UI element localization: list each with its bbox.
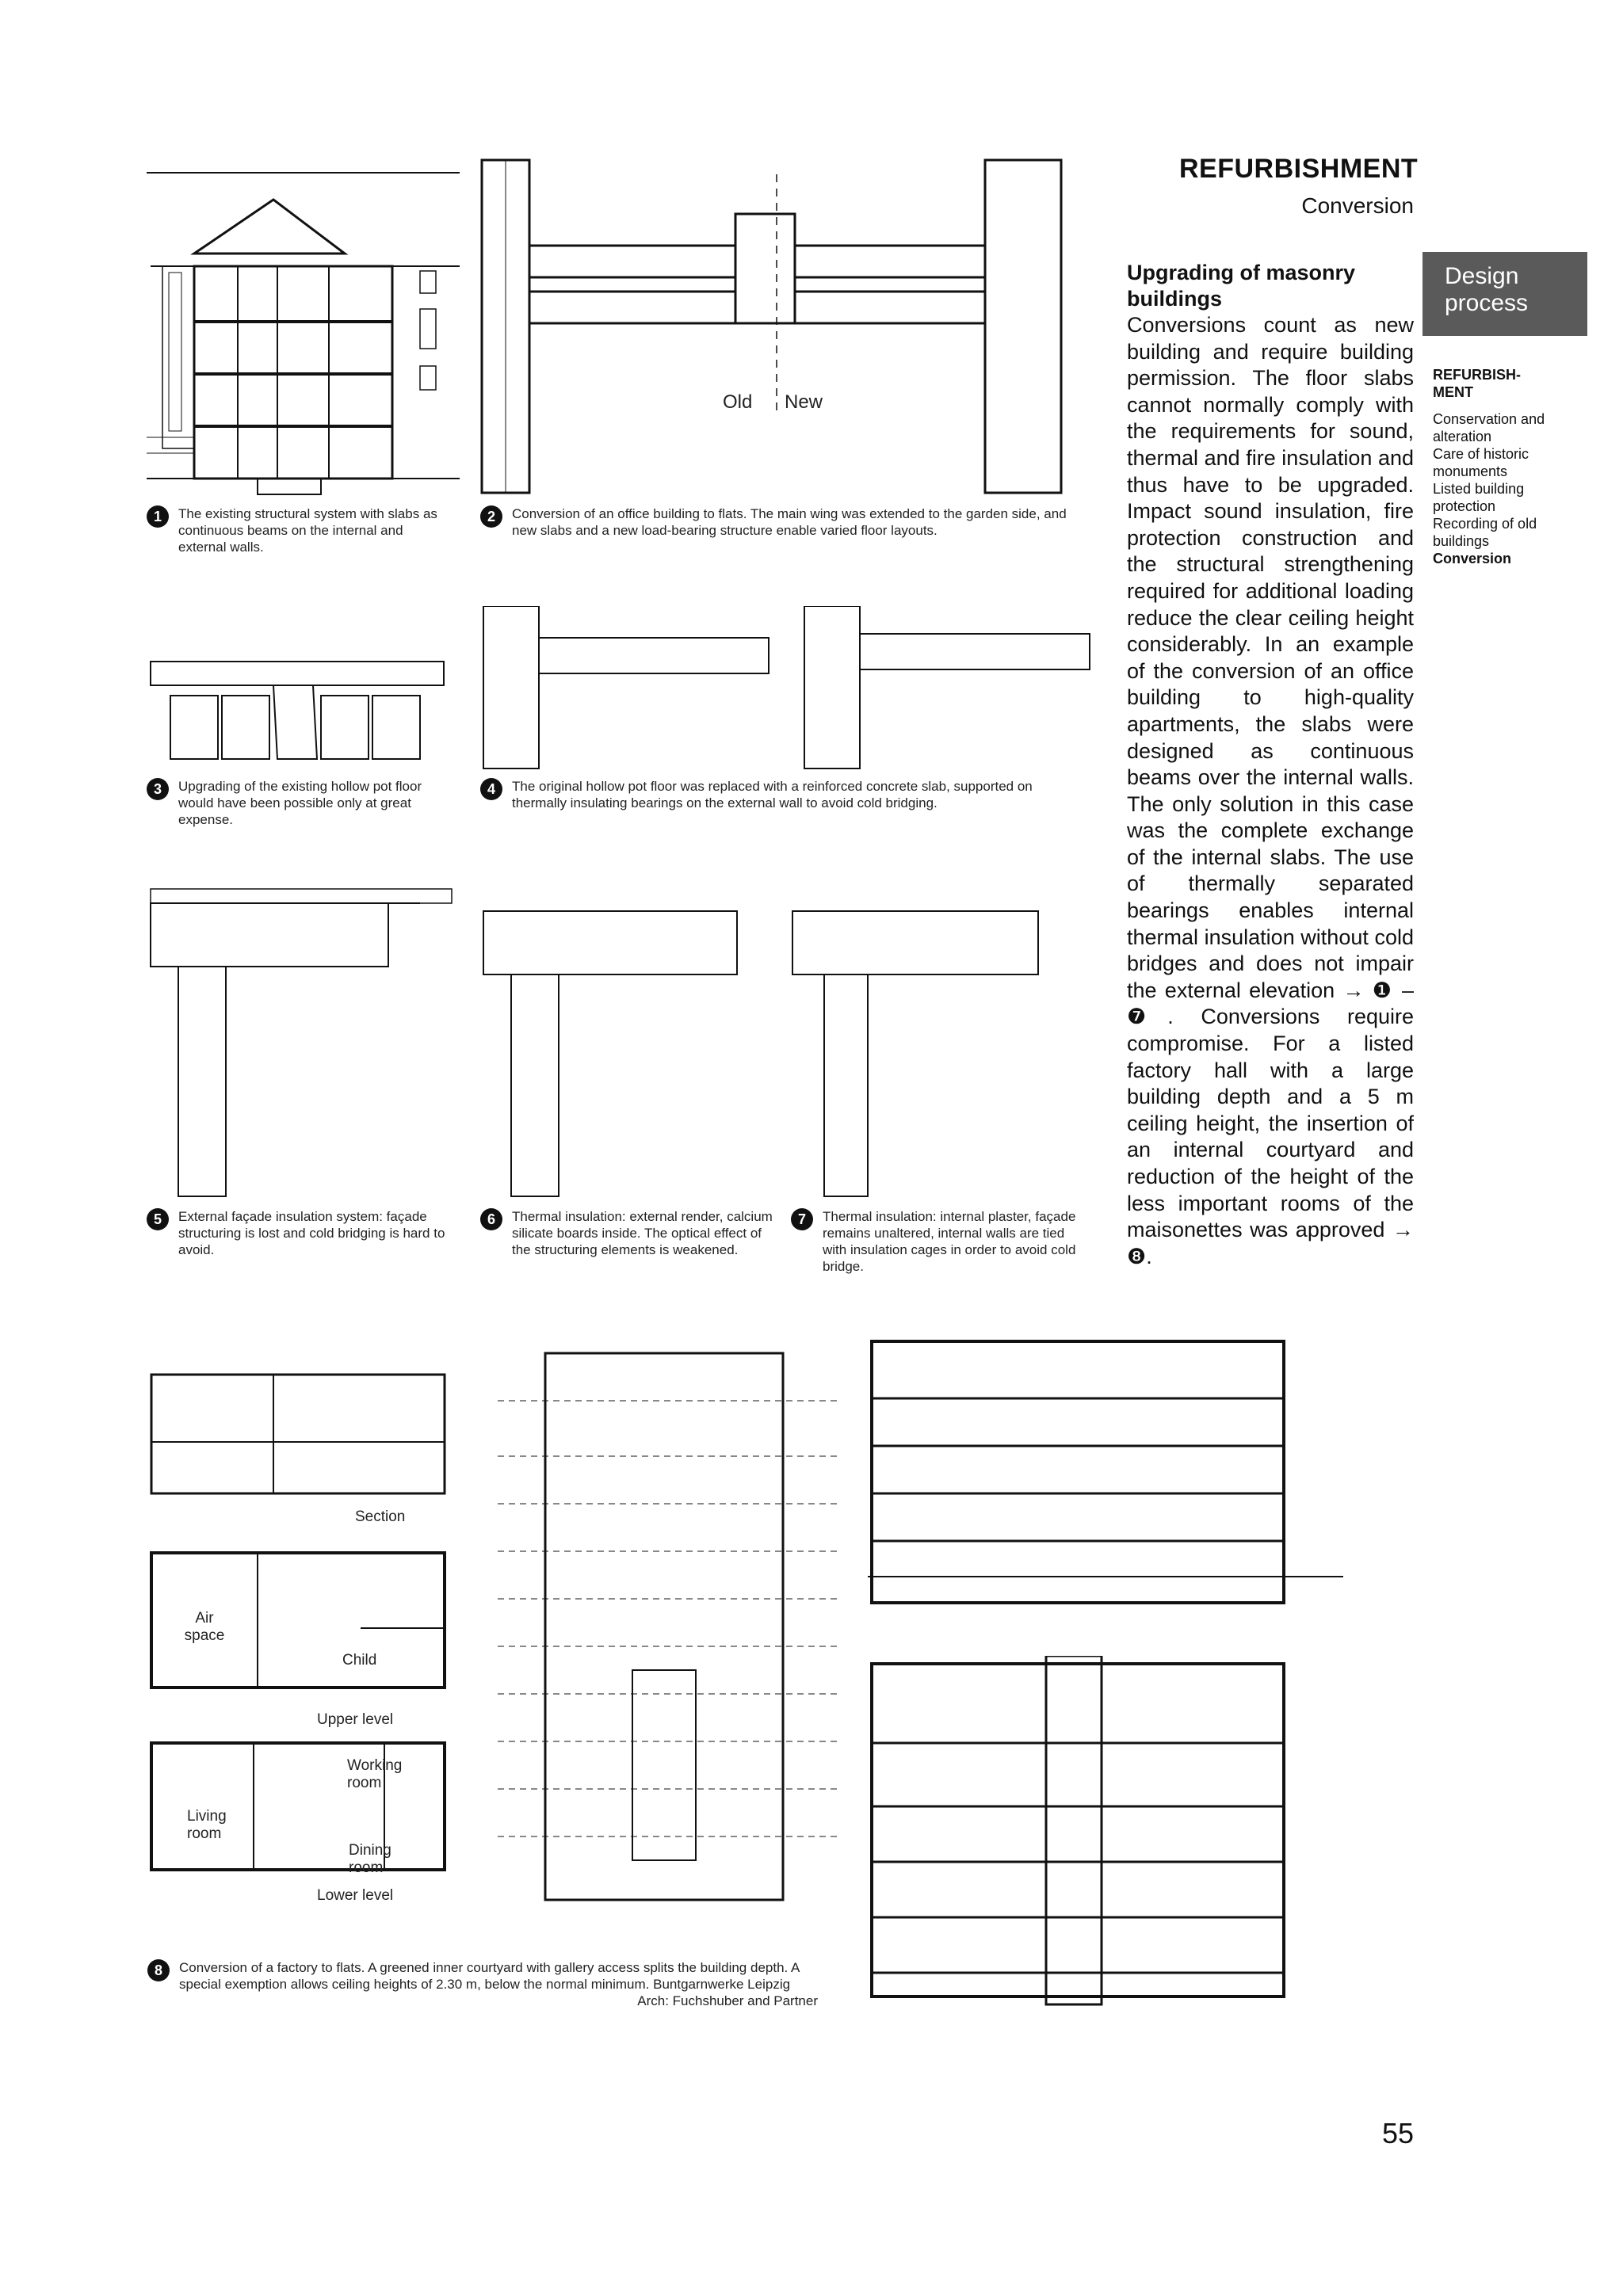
nav-item-active[interactable]: Conversion (1433, 551, 1512, 566)
figure-8-credit: Arch: Fuchshuber and Partner (637, 1993, 818, 2008)
figure-8-factory-section-upper (868, 1335, 1351, 1636)
figure-8-number: 8 (147, 1959, 170, 1981)
label-section: Section (355, 1508, 406, 1525)
label-child: Child (342, 1652, 377, 1669)
figure-8-factory-section-lower (868, 1656, 1351, 2028)
figure-8-courtyard-plan (498, 1337, 838, 1908)
tab-label-line1: Design (1445, 263, 1519, 289)
tab-label-line2: process (1445, 290, 1529, 316)
body-paragraph: Conversions count as new building and require building permission. The floor slabs cannot normally comply with the requirements for sound, thermal and fire insulation and thus have to be upgraded. Impact sound insulation, fire protection construction and the structural strengthening required for additional loading reduce the clear ceiling height considerably. In an example of the conversion of an office building to high-quality apartments, the slabs were designed as continuous beams over the internal walls. The only solution in this case was the complete exchange of the internal slabs. The use of thermally separated bearings enables internal thermal insulation without cold bridges and does not impair the external elevation → ❶ – ❼. Conversions require compromise. For a listed factory hall with a large building depth and a 5 m ceiling height, the insertion of an internal courtyard and reduction of the height of the less important rooms of the maisonettes was approved → ❽. (1127, 313, 1414, 1268)
label-upper-level: Upper level (317, 1711, 394, 1728)
figure-7-drawing (789, 887, 1106, 1204)
body-heading-1: Upgrading of masonry (1127, 261, 1356, 284)
body-heading-2: buildings (1127, 287, 1222, 311)
label-living-room: Living room (187, 1808, 227, 1842)
side-navigation (1433, 366, 1599, 567)
figure-5-drawing (147, 887, 464, 1204)
figure-4-number: 4 (480, 778, 502, 800)
figure-5-caption: External façade insulation system: façade structuring is lost and cold bridging is hard to avoid. (178, 1209, 445, 1257)
figure-6-caption: Thermal insulation: external render, calcium silicate boards inside. The optical effect of the structuring elements is weakened. (512, 1209, 773, 1257)
nav-item[interactable]: Recording of old (1433, 516, 1537, 532)
figure-4-caption: The original hollow pot floor was replaced with a reinforced concrete slab, supported on thermally insulating bearings on the external wall to avoid cold bridging. (512, 779, 1033, 810)
figure-4-drawing (479, 606, 1098, 772)
nav-heading-1: REFURBISH- (1433, 367, 1521, 383)
nav-item[interactable]: monuments (1433, 463, 1508, 479)
figure-1-caption: The existing structural system with slabs as continuous beams on the internal and external walls. (178, 506, 437, 555)
figure-7-caption: Thermal insulation: internal plaster, façade remains unaltered, internal walls are tied with insulation cages in order to avoid cold bridge. (823, 1209, 1076, 1274)
figure-5-number: 5 (147, 1208, 169, 1230)
label-working-room: Working room (347, 1757, 403, 1791)
figure-3-caption: Upgrading of the existing hollow pot floor would have been possible only at great expense. (178, 779, 422, 827)
section-title: REFURBISHMENT (1179, 154, 1419, 184)
nav-item[interactable]: Listed building (1433, 481, 1525, 497)
nav-item[interactable]: protection (1433, 498, 1496, 514)
figure-2-number: 2 (480, 505, 502, 528)
section-subtitle: Conversion (1301, 193, 1414, 218)
figure-6-number: 6 (480, 1208, 502, 1230)
nav-item[interactable]: alteration (1433, 429, 1492, 444)
nav-heading-2: MENT (1433, 384, 1473, 400)
label-dining-room: Dining room (349, 1842, 391, 1876)
body-column (1127, 260, 1414, 1270)
label-air-space: Air space (184, 1610, 225, 1644)
figure-3-number: 3 (147, 778, 169, 800)
label-lower-level: Lower level (317, 1887, 394, 1904)
figure-2-drawing (475, 158, 1078, 499)
nav-item[interactable]: buildings (1433, 533, 1490, 549)
figure-8-caption: Conversion of a factory to flats. A greened inner courtyard with gallery access splits the building depth. A special exemption allows ceiling heights of 2.30 m, below the normal minimum. Buntgarnwerke Leipzig (179, 1960, 800, 1992)
figure-7-number: 7 (791, 1208, 813, 1230)
figure-3-drawing (147, 658, 448, 769)
figure-8-section-drawing (147, 1359, 448, 1509)
figure-6-drawing (479, 887, 781, 1204)
page-number: 55 (1381, 2117, 1414, 2149)
label-new: New (785, 391, 823, 413)
figure-2-caption: Conversion of an office building to flats. The main wing was extended to the garden side, and new slabs and a new load-bearing structure enable varied floor layouts. (512, 506, 1067, 538)
label-old: Old (723, 391, 753, 413)
figure-1-drawing (147, 168, 464, 501)
design-process-tab[interactable] (1423, 252, 1587, 336)
nav-item[interactable]: Conservation and (1433, 411, 1545, 427)
figure-1-number: 1 (147, 505, 169, 528)
nav-item[interactable]: Care of historic (1433, 446, 1529, 462)
